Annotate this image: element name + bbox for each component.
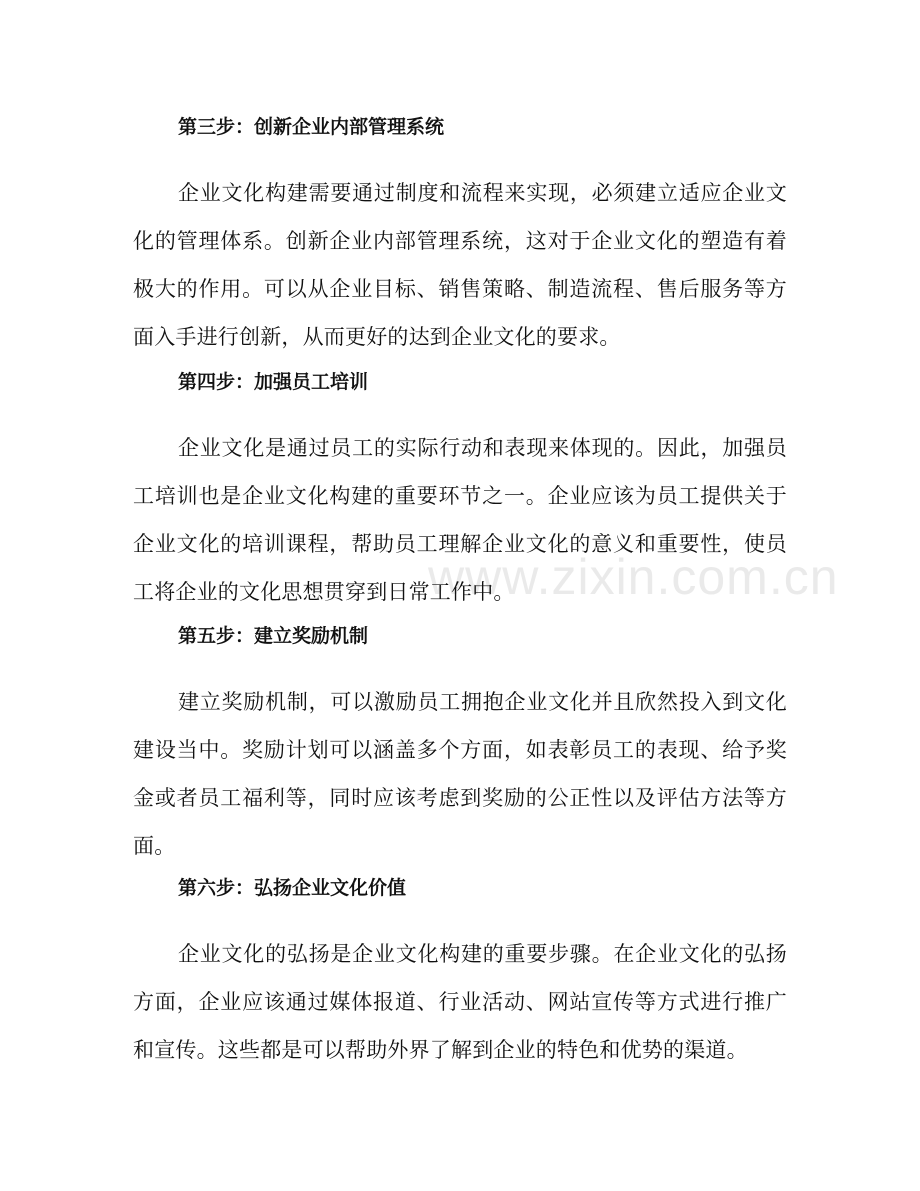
section-heading: 第四步：加强员工培训	[178, 371, 369, 393]
section-heading: 第六步：弘扬企业文化价值	[178, 877, 407, 899]
section-paragraph: 企业文化是通过员工的实际行动和表现来体现的。因此，加强员工培训也是企业文化构建的重要环节之一。企业应该为员工提供关于企业文化的培训课程，帮助员工理解企业文化的意义和重要性，使员工将企业的文化思想贯穿到日常工作中。	[133, 436, 787, 604]
section-step-6	[133, 872, 787, 1074]
section-step-3	[133, 111, 787, 361]
section-paragraph: 建立奖励机制，可以激励员工拥抱企业文化并且欣然投入到文化建设当中。奖励计划可以涵盖多个方面，如表彰员工的表现、给予奖金或者员工福利等，同时应该考虑到奖励的公正性以及评估方法等方面。	[133, 690, 787, 858]
section-paragraph: 企业文化的弘扬是企业文化构建的重要步骤。在企业文化的弘扬方面，企业应该通过媒体报道、行业活动、网站宣传等方式进行推广和宣传。这些都是可以帮助外界了解到企业的特色和优势的渠道。	[133, 942, 787, 1062]
section-step-4	[133, 366, 787, 616]
section-heading: 第五步：建立奖励机制	[178, 625, 369, 647]
section-heading: 第三步：创新企业内部管理系统	[178, 116, 445, 138]
section-paragraph: 企业文化构建需要通过制度和流程来实现，必须建立适应企业文化的管理体系。创新企业内部管理系统，这对于企业文化的塑造有着极大的作用。可以从企业目标、销售策略、制造流程、售后服务等方面入手进行创新，从而更好的达到企业文化的要求。	[133, 181, 787, 349]
watermark: www.zixin.com.cn	[428, 549, 839, 605]
section-step-5	[133, 620, 787, 870]
